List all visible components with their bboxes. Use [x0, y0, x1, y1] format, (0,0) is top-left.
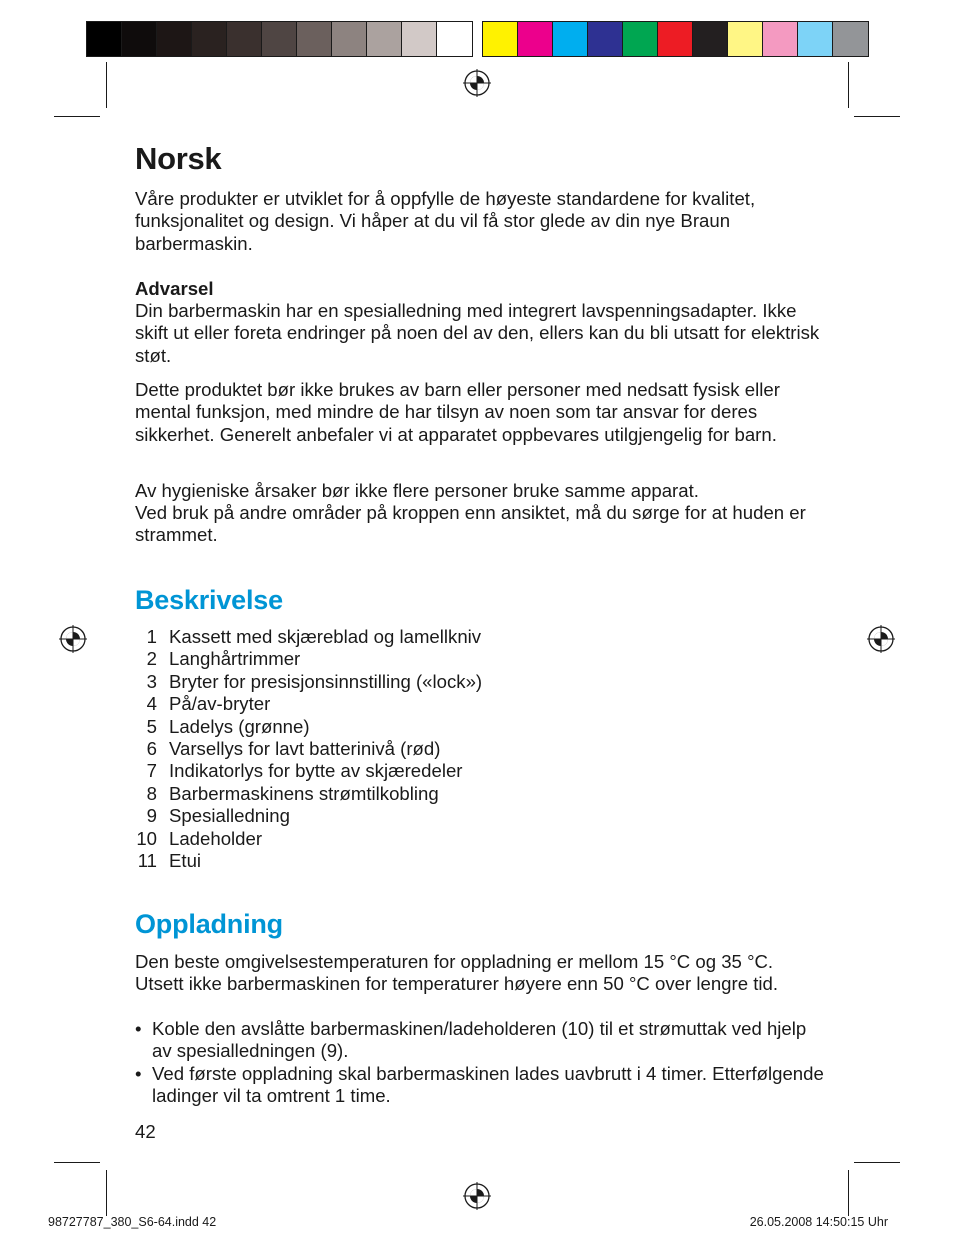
color-swatch: [833, 22, 868, 56]
color-swatch: [588, 22, 623, 56]
description-list-item: [135, 805, 482, 827]
gray-swatch: [262, 22, 297, 56]
item-label: Varsellys for lavt batterinivå (rød): [169, 738, 441, 760]
charging-heading: Oppladning: [135, 909, 283, 939]
crop-mark-bottom-left-vertical: [106, 1170, 107, 1216]
gray-swatch: [437, 22, 472, 56]
process-color-bar: [482, 21, 869, 57]
description-list: [135, 626, 482, 872]
item-label: Barbermaskinens strømtilkobling: [169, 782, 439, 804]
color-swatch: [693, 22, 728, 56]
gray-swatch: [157, 22, 192, 56]
gray-swatch: [332, 22, 367, 56]
registration-mark-right-icon: [866, 624, 896, 654]
color-swatch: [798, 22, 833, 56]
crop-mark-top-right-horizontal: [854, 116, 900, 117]
page-number: 42: [135, 1121, 156, 1142]
description-list-item: [135, 850, 482, 872]
item-label: Indikatorlys for bytte av skjæredeler: [169, 760, 463, 782]
crop-mark-bottom-right-horizontal: [854, 1162, 900, 1163]
item-number: 1: [146, 626, 157, 647]
item-number: 11: [137, 850, 157, 872]
item-number: 2: [146, 648, 157, 670]
gray-swatch: [297, 22, 332, 56]
gray-swatch: [367, 22, 402, 56]
item-number: 7: [146, 760, 157, 782]
color-swatch: [763, 22, 798, 56]
description-list-item: [135, 760, 482, 782]
color-swatch: [483, 22, 518, 56]
charging-bullet-list: [135, 1018, 825, 1108]
warning-paragraph: Din barbermaskin har en spesialledning med integrert lavspenningsadapter. Ikke skift ut eller foreta endringer på noen del av den, ellers kan du bli utsatt for elektrisk støt.: [135, 300, 820, 366]
crop-mark-top-left-vertical: [106, 62, 107, 108]
description-list-item: [135, 828, 482, 850]
crop-mark-bottom-left-horizontal: [54, 1162, 100, 1163]
item-number: 8: [146, 782, 157, 804]
description-heading: Beskrivelse: [135, 585, 283, 615]
gray-swatch: [87, 22, 122, 56]
hygiene-paragraph-2: Ved bruk på andre områder på kroppen enn ansiktet, må du sørge for at huden er strammet.: [135, 502, 806, 546]
color-swatch: [553, 22, 588, 56]
item-label: Ladeholder: [169, 827, 263, 849]
color-swatch: [658, 22, 693, 56]
grayscale-color-bar: [86, 21, 473, 57]
gray-swatch: [227, 22, 262, 56]
color-swatch: [623, 22, 658, 56]
item-label: Ladelys (grønne): [169, 715, 310, 737]
item-number: 3: [146, 670, 157, 692]
crop-mark-top-left-horizontal: [54, 116, 100, 117]
item-number: 5: [146, 715, 157, 737]
intro-paragraph: Våre produkter er utviklet for å oppfylle de høyeste standardene for kvalitet, funksjonalitet og design. Vi håper at du vil få stor glede av din nye Braun barbermaskin.: [135, 188, 756, 254]
description-list-item: [135, 783, 482, 805]
hygiene-paragraph-1: Av hygieniske årsaker bør ikke flere personer bruke samme apparat.: [135, 480, 699, 501]
description-list-item: [135, 693, 482, 715]
bullet-dot: •: [135, 1062, 142, 1084]
item-label: Spesialledning: [169, 805, 290, 827]
crop-mark-bottom-right-vertical: [848, 1170, 849, 1216]
item-label: Kassett med skjæreblad og lamellkniv: [169, 626, 482, 647]
gray-swatch: [122, 22, 157, 56]
footer-file-info: 98727787_380_S6-64.indd 42: [48, 1215, 217, 1229]
item-label: Bryter for presisjonsinnstilling («lock»): [169, 670, 483, 692]
item-number: 6: [146, 738, 157, 760]
bullet-text: Koble den avslåtte barbermaskinen/ladeholderen (10) til et strømuttak ved hjelp av spesialledningen (9).: [152, 1018, 807, 1062]
description-list-item: [135, 738, 482, 760]
bullet-dot: •: [135, 1018, 142, 1039]
charging-bullet-item: [135, 1018, 825, 1063]
item-label: Langhårtrimmer: [169, 648, 301, 670]
item-number: 10: [136, 827, 157, 849]
item-label: Etui: [169, 850, 202, 872]
gray-swatch: [402, 22, 437, 56]
page-title: Norsk: [135, 141, 222, 176]
registration-mark-bottom-icon: [462, 1181, 492, 1211]
footer-timestamp: 26.05.2008 14:50:15 Uhr: [749, 1215, 888, 1229]
item-number: 9: [146, 805, 157, 827]
registration-mark-left-icon: [58, 624, 88, 654]
bullet-text: Ved første oppladning skal barbermaskinen lades uavbrutt i 4 timer. Etterfølgende ladinger vil ta omtrent 1 time.: [152, 1062, 824, 1107]
color-swatch: [728, 22, 763, 56]
description-list-item: [135, 648, 482, 670]
description-list-item: [135, 626, 482, 648]
warning-heading: Advarsel: [135, 278, 214, 299]
item-number: 4: [146, 693, 157, 715]
children-paragraph: Dette produktet bør ikke brukes av barn eller personer med nedsatt fysisk eller mental funksjon, med mindre de har tilsyn av noen som tar ansvar for deres sikkerhet. Generelt anbefaler vi at apparatet oppbevares utilgjengelig for barn.: [135, 379, 780, 445]
description-list-item: [135, 671, 482, 693]
description-list-item: [135, 716, 482, 738]
color-swatch: [518, 22, 553, 56]
crop-mark-top-right-vertical: [848, 62, 849, 108]
charging-intro-paragraph: Den beste omgivelsestemperaturen for oppladning er mellom 15 °C og 35 °C. Utsett ikke barbermaskinen for temperaturer høyere enn 50 °C over lengre tid.: [135, 951, 779, 995]
registration-mark-top-icon: [462, 68, 492, 98]
item-label: På/av-bryter: [169, 693, 271, 715]
gray-swatch: [192, 22, 227, 56]
charging-bullet-item: [135, 1063, 825, 1108]
